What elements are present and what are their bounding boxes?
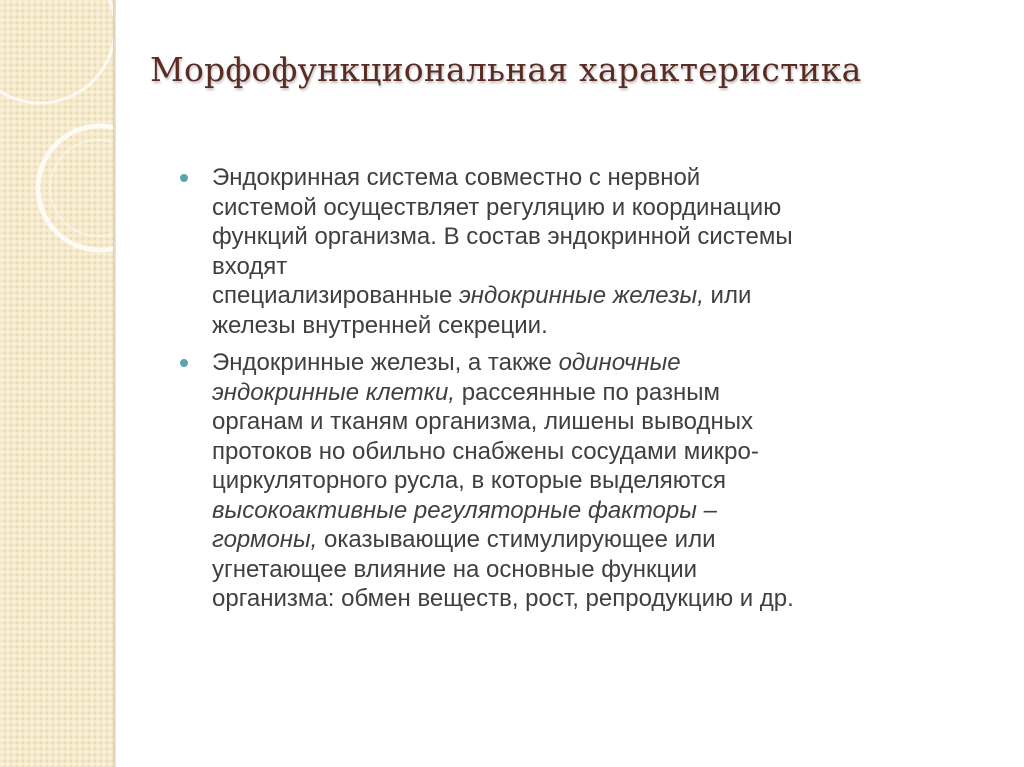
text-run: системой осуществляет регуляцию и координацию: [212, 193, 782, 221]
emphasized-term: гормоны,: [212, 526, 318, 553]
text-run: органам и тканям организма, лишены выводных: [212, 408, 754, 435]
bullet-text-line: [212, 555, 980, 585]
text-run: угнетающее влияние на основные функции: [212, 555, 698, 583]
bullet-text-line: [212, 348, 980, 378]
bullet-text-line: [212, 252, 980, 282]
decorative-rings: [0, 0, 113, 767]
bullet-text-line: [212, 222, 980, 252]
bullet-text-line: [212, 496, 980, 526]
bullet-text-line: [212, 437, 980, 467]
bullet-text-line: [212, 163, 980, 193]
text-run: или: [703, 282, 752, 309]
decorative-ring: [0, 0, 113, 103]
bullet-text-line: [212, 407, 980, 437]
bullet-text-line: [212, 378, 980, 408]
text-run: рассеянные по разным: [455, 378, 720, 406]
text-run: протоков но обильно снабжены сосудами микро-: [212, 437, 759, 465]
text-run: оказывающие стимулирующее или: [317, 526, 716, 553]
bullet-text-line: [212, 281, 980, 311]
decorative-side-band: [0, 0, 113, 767]
bullet-item: [180, 348, 980, 614]
text-run: входят: [212, 252, 288, 280]
emphasized-term: одиночные: [558, 349, 681, 376]
side-band-edge: [113, 0, 116, 767]
text-run: железы внутренней секреции.: [212, 311, 548, 339]
bullet-text-line: [212, 193, 980, 223]
text-run: Эндокринные железы, а также: [212, 349, 559, 376]
bullet-dot-icon: [180, 174, 188, 182]
text-run: функций организма. В состав эндокринной системы: [212, 223, 793, 250]
bullet-text-line: [212, 525, 980, 555]
bullet-text-line: [212, 584, 980, 614]
bullet-text-line: [212, 466, 980, 496]
text-run: специализированные: [212, 282, 459, 309]
bullet-list: [180, 163, 980, 614]
emphasized-term: высокоактивные регуляторные факторы –: [212, 496, 717, 524]
text-run: циркуляторного русла, в которые выделяются: [212, 467, 726, 494]
bullet-item: [180, 163, 980, 340]
decorative-ring: [50, 140, 113, 236]
emphasized-term: эндокринные железы,: [458, 282, 704, 309]
emphasized-term: эндокринные клетки,: [212, 378, 456, 406]
text-run: организма: обмен веществ, рост, репродукцию и др.: [212, 585, 794, 612]
bullet-dot-icon: [180, 359, 188, 367]
text-run: Эндокринная система совместно с нервной: [212, 164, 701, 191]
bullet-text-line: [212, 311, 980, 341]
slide-title: Морфофункциональная характеристика: [150, 50, 862, 89]
